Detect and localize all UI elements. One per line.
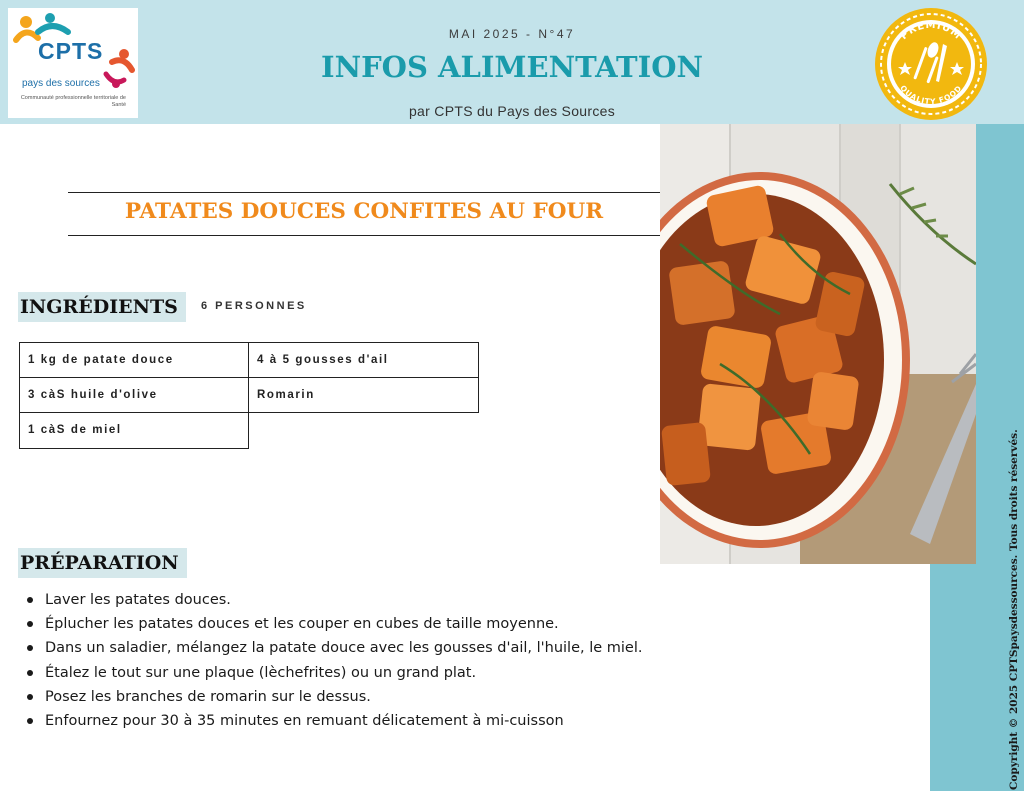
byline: par CPTS du Pays des Sources (408, 103, 616, 119)
ingredients-heading: INGRÉDIENTS (18, 292, 186, 322)
list-item: Enfournez pour 30 à 35 minutes en remuant délicatement à mi-cuisson (24, 709, 643, 733)
logo-name: CPTS (38, 38, 104, 64)
issue-number: MAI 2025 - N°47 (448, 27, 576, 41)
premium-quality-badge (873, 6, 989, 122)
list-item: Étalez le tout sur une plaque (lèchefrites) ou un grand plat. (24, 661, 643, 685)
ingredient-cell: 1 càS de miel (19, 412, 249, 449)
recipe-title-rule-bottom (68, 235, 660, 236)
list-item: Dans un saladier, mélangez la patate douce avec les gousses d'ail, l'huile, le miel. (24, 636, 643, 660)
page-title: INFOS ALIMENTATION (321, 50, 703, 84)
list-item: Éplucher les patates douces et les couper en cubes de taille moyenne. (24, 612, 643, 636)
sweet-potato-bowl-photo (660, 124, 976, 564)
ingredient-cell: 4 à 5 gousses d'ail (248, 342, 479, 378)
preparation-steps (24, 588, 643, 733)
list-item: Posez les branches de romarin sur le dessus. (24, 685, 643, 709)
recipe-title-rule-top (68, 192, 660, 193)
preparation-heading: PRÉPARATION (18, 548, 187, 578)
ingredient-cell: Romarin (248, 377, 479, 413)
logo-tagline: Communauté professionnelle territoriale de Santé (20, 95, 126, 108)
ingredient-cell: 3 càS huile d'olive (19, 377, 249, 413)
logo-subtitle: pays des sources (22, 78, 100, 89)
ingredient-cell: 1 kg de patate douce (19, 342, 249, 378)
copyright-notice: Copyright © 2025 CPTSpaysdessources. Tous droits réservés. (1008, 429, 1020, 790)
recipe-title: PATATES DOUCES CONFITES AU FOUR (124, 199, 604, 224)
list-item: Laver les patates douces. (24, 588, 643, 612)
badge-top-text: PREMIUM (898, 19, 964, 43)
servings-count: 6 PERSONNES (201, 300, 307, 312)
badge-bottom-text: QUALITY FOOD (898, 83, 964, 107)
